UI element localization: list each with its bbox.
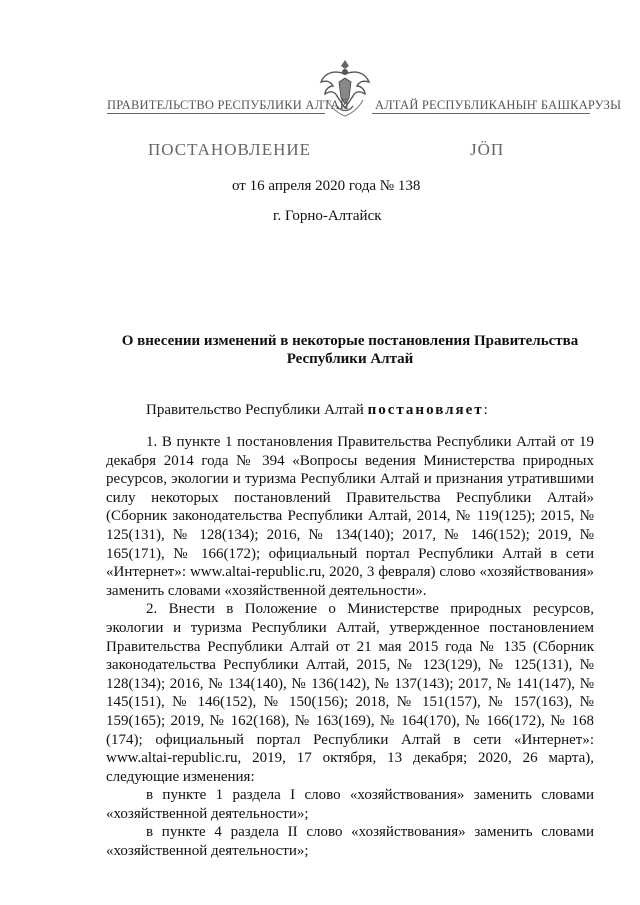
header-divider-left [107,113,325,114]
preamble [146,402,488,419]
preamble-verb: постановляет [367,402,484,418]
government-title-alt: АЛТАЙ РЕСПУБЛИКАНЫҤ БАШКАРУЗЫ [375,98,622,112]
header-divider-right [372,113,590,114]
city-line: г. Горно-Алтайск [273,208,382,224]
doc-type-ru: ПОСТАНОВЛЕНИЕ [148,140,312,159]
preamble-colon: : [483,402,488,418]
paragraph-1: 1. В пункте 1 постановления Правительства Республики Алтай от 19 декабря 2014 года № 394 «Вопросы ведения Министерства природных ресурсов, экологии и туризма Республики Алтай и признания утратившими силу некоторых постановлений Правительства Республики Алтай» (Сборник законодательства Республики Алтай, 2014, № 119(125); 2015, № 125(131), № 128(134); 2016, № 134(140); 2017, № 146(152); 2019, № 165(171), № 166(172); официальный портал Республики Алтай в сети «Интернет»: www.altai-republic.ru, 2020, 3 февраля) слово «хозяйствования» заменить словами «хозяйственной деятельности». [106,434,594,599]
date-line: от 16 апреля 2020 года № 138 [232,178,421,194]
paragraph-2: 2. Внести в Положение о Министерстве природных ресурсов, экологии и туризма Республики Алтай, утвержденное постановлением Правительства Республики Алтай от 21 мая 2015 года № 135 (Сборник законодательства Республики Алтай, 2015, № 123(129), № 125(131), № 128(134); 2016, № 134(140), № 136(142), № 137(143); 2017, № 141(147), № 145(151), № 146(152), № 150(156); 2018, № 151(157), № 157(163), № 159(165); 2019, № 162(168), № 163(169), № 164(170), № 166(172), № 168 (174); официальный портал Республики Алтай в сети «Интернет»: www.altai-republic.ru, 2019, 17 октября, 13 декабря; 2020, 26 марта), следующие изменения: [106,601,594,785]
title-line-2: Республики Алтай [286,351,414,367]
paragraph-3: в пункте 1 раздела I слово «хозяйствования» заменить словами «хозяйственной деятельности»; [106,787,594,822]
preamble-text: Правительство Республики Алтай [146,402,368,418]
government-title-ru: ПРАВИТЕЛЬСТВО РЕСПУБЛИКИ АЛТАЙ [107,98,349,112]
document-title [100,332,600,368]
paragraph-4: в пункте 4 раздела II слово «хозяйствования» заменить словами «хозяйственной деятельности»; [106,824,594,860]
title-line-1: О внесении изменений в некоторые постановления Правительства [121,333,579,349]
doc-type-alt: ЈӦП [470,140,505,159]
document-body [106,433,594,861]
